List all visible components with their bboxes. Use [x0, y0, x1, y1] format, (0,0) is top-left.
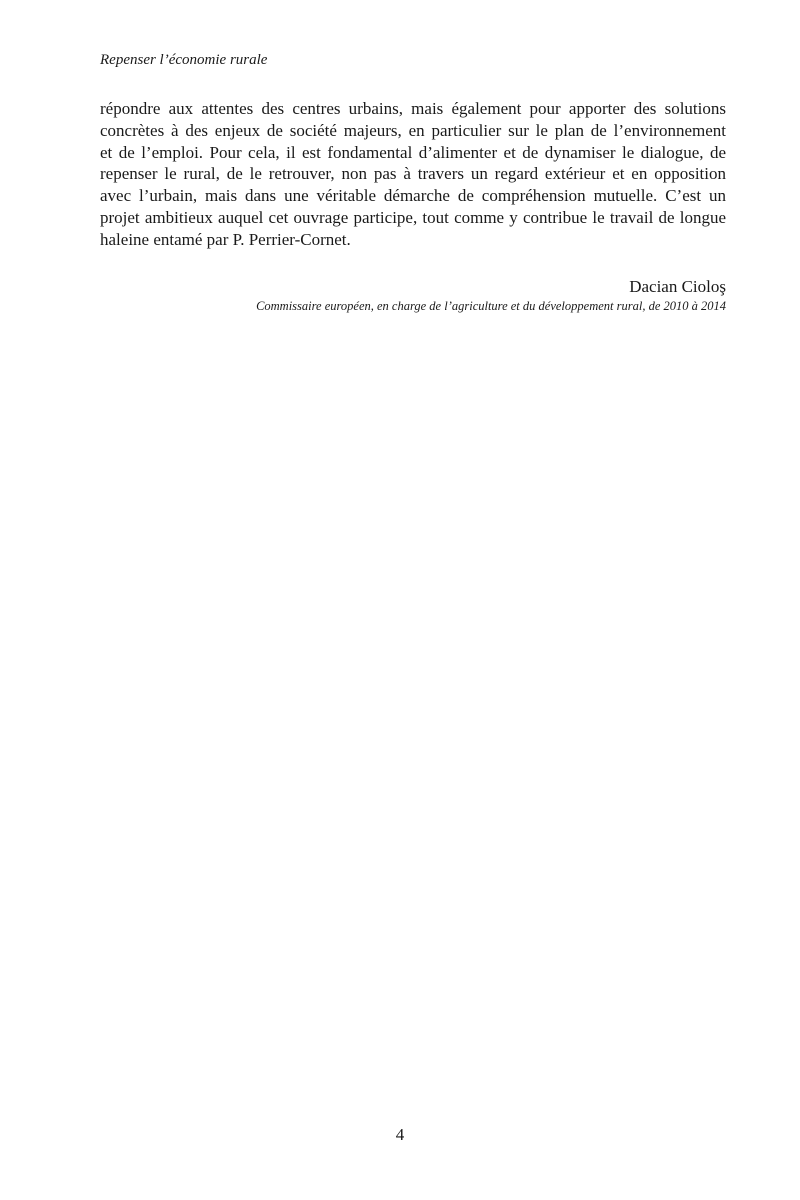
paragraph-line: repenser le rural, de le retrouver, non pas à travers un regard extérieur et en opposition — [100, 164, 726, 184]
paragraph-line: concrètes à des enjeux de société majeurs, en particulier sur le plan de l’environnement — [100, 120, 726, 140]
signature-name: Dacian Cioloş — [629, 277, 726, 296]
paragraph-line: projet ambitieux auquel cet ouvrage participe, tout comme y contribue le travail de longue — [100, 207, 726, 227]
paragraph-line: avec l’urbain, mais dans une véritable démarche de compréhension mutuelle. C’est un — [100, 186, 726, 206]
running-header: Repenser l’économie rurale — [100, 52, 268, 68]
body-paragraph — [100, 98, 726, 251]
paragraph-line: haleine entamé par P. Perrier-Cornet. — [100, 229, 351, 249]
paragraph-line: et de l’emploi. Pour cela, il est fondamental d’alimenter et de dynamiser le dialogue, de — [100, 142, 726, 162]
paragraph-line: répondre aux attentes des centres urbains, mais également pour apporter des solutions — [100, 99, 726, 118]
signature-title: Commissaire européen, en charge de l’agriculture et du développement rural, de 2010 à 2014 — [256, 299, 726, 313]
page-number: 4 — [395, 1125, 405, 1144]
